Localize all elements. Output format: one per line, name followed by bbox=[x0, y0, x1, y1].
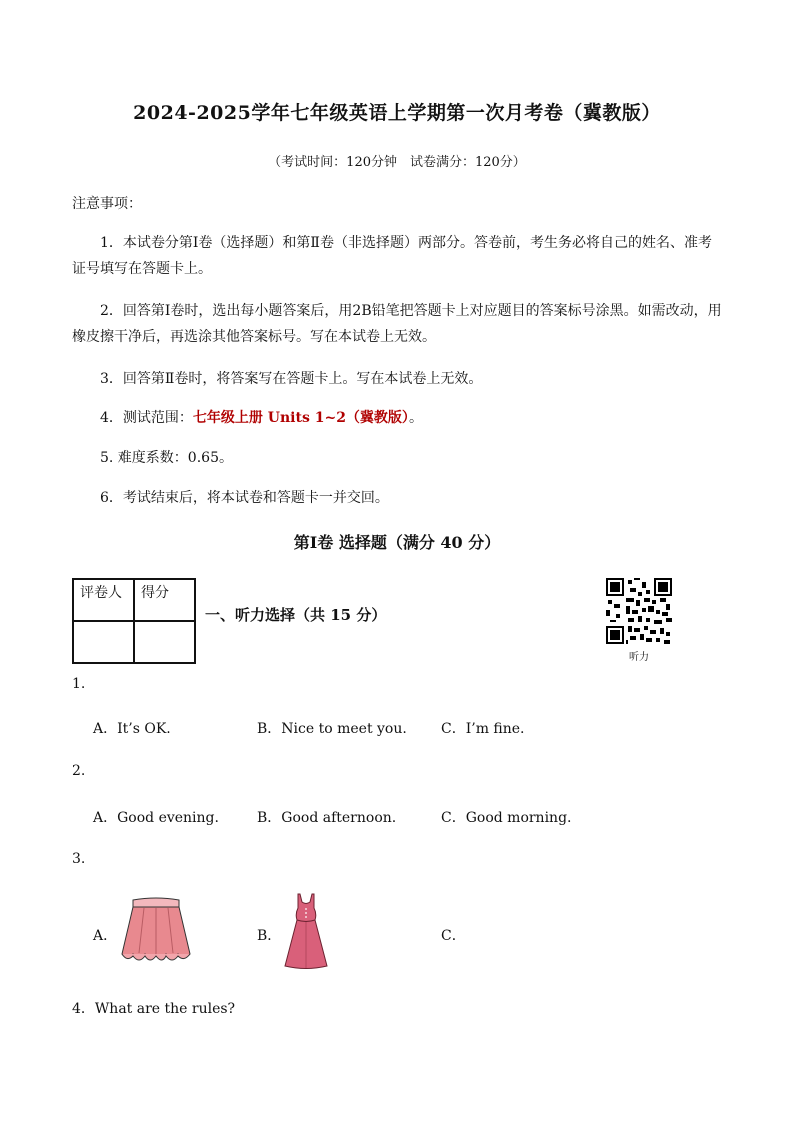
question-3-option-a[interactable]: A． bbox=[93, 928, 118, 944]
note-item-5: 5. 难度系数：0.65。 bbox=[100, 450, 233, 466]
question-1-number: 1. bbox=[72, 676, 86, 692]
question-1-option-c[interactable]: C．I’m fine. bbox=[441, 721, 525, 737]
question-1-option-b[interactable]: B．Nice to meet you. bbox=[257, 721, 407, 737]
question-2-number: 2. bbox=[72, 763, 86, 779]
grader-cell[interactable] bbox=[73, 621, 134, 663]
question-3-option-c[interactable]: C． bbox=[441, 928, 466, 944]
score-cell[interactable] bbox=[134, 621, 195, 663]
question-2-option-c[interactable]: C．Good morning. bbox=[441, 810, 572, 826]
notes-heading: 注意事项： bbox=[72, 196, 142, 212]
score-label: 得分 bbox=[134, 579, 195, 621]
note-item-4 bbox=[72, 405, 722, 431]
question-2-option-b[interactable]: B．Good afternoon. bbox=[257, 810, 397, 826]
note-item-3: 3．回答第Ⅱ卷时，将答案写在答题卡上。写在本试卷上无效。 bbox=[100, 371, 483, 387]
skirt-image bbox=[119, 896, 193, 966]
test-scope: 七年级上册 Units 1~2（冀教版） bbox=[192, 410, 409, 426]
grader-label: 评卷人 bbox=[73, 579, 134, 621]
question-3-option-b[interactable]: B． bbox=[257, 928, 282, 944]
question-3-number: 3. bbox=[72, 851, 86, 867]
note-item-4-suffix: 。 bbox=[408, 410, 423, 426]
note-item-1: 1．本试卷分第Ⅰ卷（选择题）和第Ⅱ卷（非选择题）两部分。答卷前，考生务必将自己的姓名、准考证号填写在答题卡上。 bbox=[72, 235, 712, 277]
note-item-6: 6．考试结束后，将本试卷和答题卡一并交回。 bbox=[100, 490, 389, 506]
dress-image bbox=[283, 892, 329, 970]
question-2-option-a[interactable]: A．Good evening. bbox=[93, 810, 219, 826]
note-item-4-prefix: 4．测试范围： bbox=[100, 410, 193, 426]
question-4: 4．What are the rules? bbox=[72, 1001, 236, 1017]
section-title: 一、听力选择（共 15 分） bbox=[205, 606, 387, 624]
note-item-2: 2．回答第Ⅰ卷时，选出每小题答案后，用2B铅笔把答题卡上对应题目的答案标号涂黑。如需改动，用橡皮擦干净后，再选涂其他答案标号。写在本试卷上无效。 bbox=[72, 303, 722, 345]
qr-label: 听力 bbox=[629, 652, 649, 663]
page-title: 2024-2025学年七年级英语上学期第一次月考卷（冀教版） bbox=[133, 102, 661, 124]
exam-info: （考试时间：120分钟 试卷满分：120分） bbox=[268, 155, 526, 170]
part-title: 第Ⅰ卷 选择题（满分 40 分） bbox=[293, 533, 501, 552]
question-1-option-a[interactable]: A．It’s OK. bbox=[93, 721, 171, 737]
qr-code-icon[interactable] bbox=[606, 578, 672, 644]
grader-table bbox=[72, 578, 196, 664]
